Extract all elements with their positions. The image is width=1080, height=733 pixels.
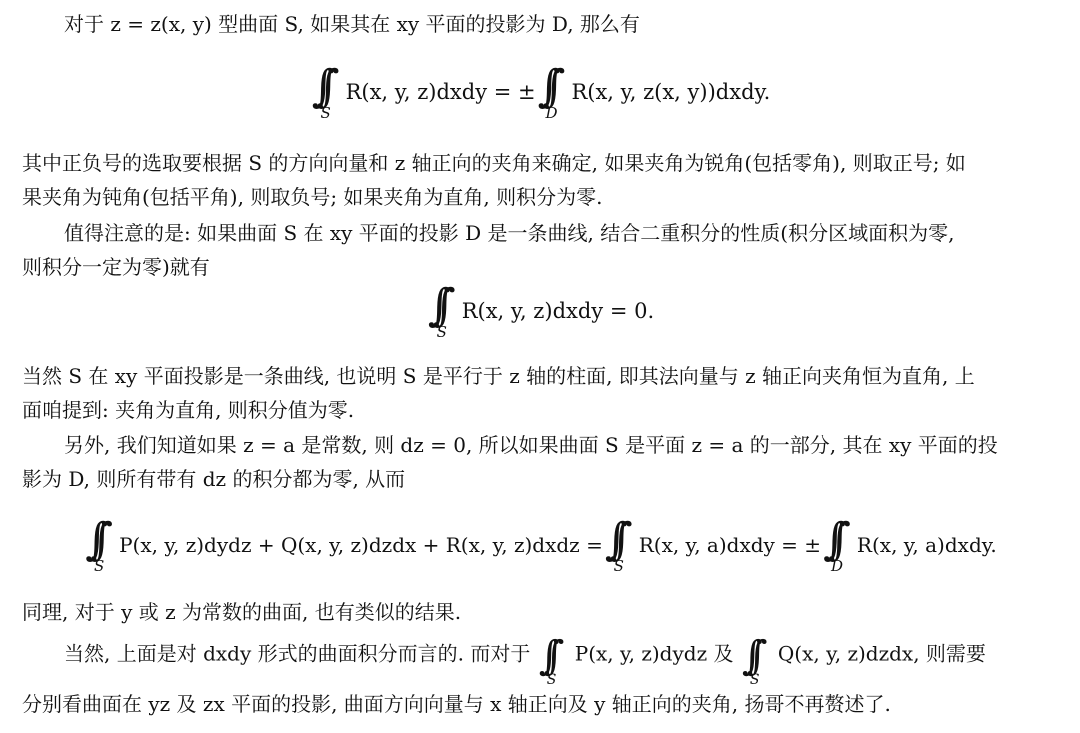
double-integral-symbol: ∫∫ S bbox=[311, 61, 331, 122]
paragraph-3-line-2-text: 则积分一定为零)就有 bbox=[22, 255, 210, 279]
equation-3 bbox=[0, 508, 1080, 582]
equation-1 bbox=[0, 58, 1080, 126]
equation-3-part-3: R(x, y, a)dxdy. bbox=[856, 533, 997, 557]
double-integral-symbol: ∫∫ S bbox=[427, 280, 447, 341]
double-integral-symbol: ∫∫ S bbox=[741, 633, 760, 688]
double-integral-symbol: ∫∫ D bbox=[537, 61, 558, 122]
paragraph-7-seg-2: P(x, y, z)dydz 及 bbox=[574, 641, 734, 666]
paragraph-1-text: 对于 z = z(x, y) 型曲面 S, 如果其在 xy 平面的投影为 D, 那么有 bbox=[64, 12, 640, 36]
integral-subscript: S bbox=[94, 557, 105, 575]
paragraph-2-line-1-text: 其中正负号的选取要根据 S 的方向向量和 z 轴正向的夹角来确定, 如果夹角为锐角(包括零角), 则取正号; 如 bbox=[22, 151, 966, 175]
paragraph-1 bbox=[64, 10, 1060, 38]
paragraph-7-seg-1: 当然, 上面是对 dxdy 形式的曲面积分而言的. 而对于 bbox=[64, 641, 531, 666]
integral-subscript: S bbox=[749, 672, 760, 688]
paragraph-5-line-1-text: 另外, 我们知道如果 z = a 是常数, 则 dz = 0, 所以如果曲面 S 是平面 z = a 的一部分, 其在 xy 平面的投 bbox=[64, 433, 998, 457]
integral-subscript: S bbox=[546, 672, 557, 688]
paragraph-2-line-2-text: 果夹角为钝角(包括平角), 则取负号; 如果夹角为直角, 则积分为零. bbox=[22, 185, 603, 209]
integral-subscript: S bbox=[613, 557, 624, 575]
paragraph-5-line-2-text: 影为 D, 则所有带有 dz 的积分都为零, 从而 bbox=[22, 467, 406, 491]
paragraph-6 bbox=[22, 598, 1060, 626]
paragraph-7-seg-3: Q(x, y, z)dzdx, 则需要 bbox=[777, 641, 986, 666]
double-integral-symbol: ∫∫ D bbox=[823, 514, 843, 575]
double-integral-symbol: ∫∫ S bbox=[604, 514, 624, 575]
equation-2-body: R(x, y, z)dxdy = 0. bbox=[461, 299, 655, 323]
paragraph-4-line-2-text: 面咱提到: 夹角为直角, 则积分值为零. bbox=[22, 398, 355, 422]
equation-1-lhs: R(x, y, z)dxdy = ± bbox=[345, 80, 536, 104]
paragraph-4-line-1-text: 当然 S 在 xy 平面投影是一条曲线, 也说明 S 是平行于 z 轴的柱面, 即其法向量与 z 轴正向夹角恒为直角, 上 bbox=[22, 364, 975, 388]
equation-2 bbox=[0, 276, 1080, 346]
paragraph-7-line-2-text: 分别看曲面在 yz 及 zx 平面的投影, 曲面方向向量与 x 轴正向及 y 轴正向的夹角, 扬哥不再赘述了. bbox=[22, 692, 891, 716]
integral-subscript: S bbox=[320, 104, 331, 122]
paragraph-4-line-2 bbox=[22, 396, 1060, 424]
paragraph-2-line-2 bbox=[22, 183, 1060, 211]
equation-1-rhs: R(x, y, z(x, y))dxdy. bbox=[571, 80, 771, 104]
paragraph-2-line-1 bbox=[22, 149, 1060, 177]
integral-subscript: D bbox=[545, 104, 558, 122]
paragraph-5-line-2 bbox=[22, 465, 1060, 493]
integral-subscript: D bbox=[830, 557, 843, 575]
double-integral-symbol: ∫∫ S bbox=[538, 633, 557, 688]
paragraph-3-line-1-text: 值得注意的是: 如果曲面 S 在 xy 平面的投影 D 是一条曲线, 结合二重积分的性质(积分区域面积为零, bbox=[64, 221, 955, 245]
double-integral-symbol: ∫∫ S bbox=[85, 514, 105, 575]
paragraph-6-text: 同理, 对于 y 或 z 为常数的曲面, 也有类似的结果. bbox=[22, 600, 462, 624]
paragraph-5-line-1 bbox=[64, 431, 1060, 459]
paragraph-7-line-2 bbox=[22, 690, 1060, 718]
equation-3-part-1: P(x, y, z)dydz + Q(x, y, z)dzdx + R(x, y, z)dxdz = bbox=[119, 533, 603, 557]
paragraph-3-line-1 bbox=[64, 219, 1060, 247]
paragraph-4-line-1 bbox=[22, 362, 1060, 390]
equation-3-part-2: R(x, y, a)dxdy = ± bbox=[638, 533, 822, 557]
paragraph-7-line-1 bbox=[64, 630, 1060, 688]
integral-subscript: S bbox=[436, 323, 447, 341]
